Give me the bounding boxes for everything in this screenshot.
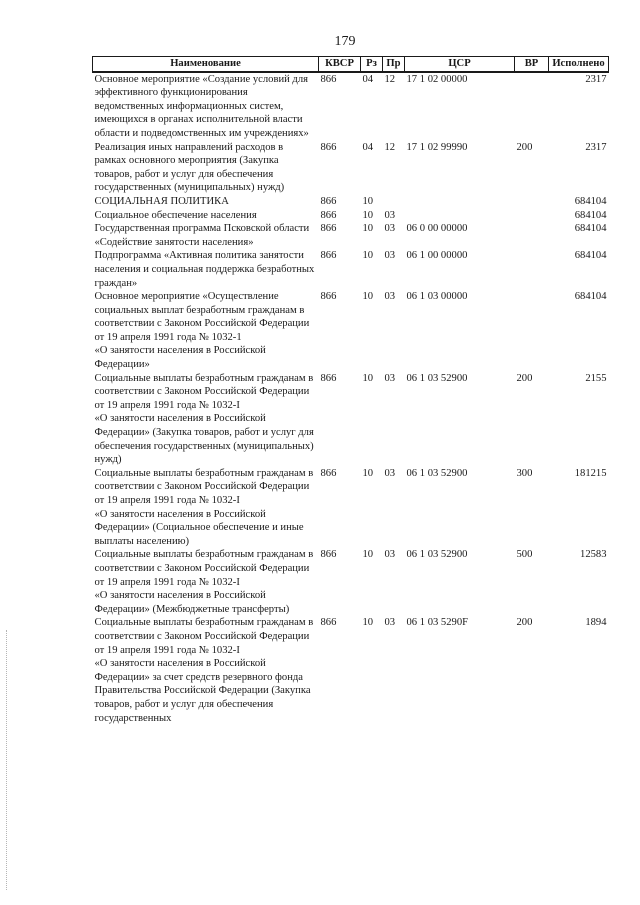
row-rz: 10 bbox=[362, 195, 374, 207]
table-row bbox=[93, 209, 609, 223]
row-csr: 06 0 00 00000 bbox=[406, 223, 468, 235]
row-name: Государственная программа Псковской области «Содействие занятости населения» bbox=[94, 223, 310, 248]
row-sum: 684104 bbox=[574, 195, 607, 207]
row-kvsr: 866 bbox=[320, 549, 337, 561]
row-csr bbox=[405, 195, 515, 209]
row-name: Социальные выплаты безработным гражданам в соответствии с Законом Российской Федерации от 19 апреля 1991 года № 1032-I «О занятости населения в Российской Федерации» за счет средств резервного фонда Правительства Российской Федерации (Закупка товаров, работ и услуг для обеспечения государственных bbox=[94, 617, 314, 724]
row-pr: 12 bbox=[384, 141, 396, 153]
row-name: Подпрограмма «Активная политика занятости населения и социальная поддержка безработных граждан» bbox=[94, 250, 315, 289]
row-kvsr: 866 bbox=[320, 195, 337, 207]
table-row bbox=[93, 222, 609, 249]
row-rz: 10 bbox=[362, 467, 374, 479]
row-kvsr: 866 bbox=[320, 250, 337, 262]
row-pr: 03 bbox=[384, 549, 396, 561]
row-sum: 2317 bbox=[585, 141, 607, 153]
row-rz: 10 bbox=[362, 549, 374, 561]
table-header bbox=[93, 57, 609, 72]
row-pr: 03 bbox=[384, 467, 396, 479]
row-name: Основное мероприятие «Осуществление социальных выплат безработным гражданам в соответствии с Законом Российской Федерации от 19 апреля 1991 года № 1032-1 «О занятости населения в Российской Федерации» bbox=[94, 291, 310, 371]
table-row bbox=[93, 290, 609, 372]
row-csr bbox=[405, 209, 515, 223]
row-pr: 03 bbox=[384, 617, 396, 629]
header-csr: ЦСР bbox=[405, 57, 515, 72]
row-csr: 06 1 03 5290F bbox=[406, 617, 469, 629]
row-kvsr: 866 bbox=[320, 73, 337, 85]
row-name: СОЦИАЛЬНАЯ ПОЛИТИКА bbox=[94, 195, 229, 207]
row-name: Основное мероприятие «Создание условий для эффективного функционирования ведомственных информационных систем, имеющихся в органах исполнительной власти области и подведомственных им учреждениях» bbox=[94, 73, 309, 139]
row-sum: 12583 bbox=[580, 549, 607, 561]
row-vr bbox=[515, 72, 549, 141]
budget-execution-table bbox=[92, 56, 609, 725]
row-rz: 10 bbox=[362, 291, 374, 303]
row-pr: 03 bbox=[384, 250, 396, 262]
row-name: Социальные выплаты безработным гражданам в соответствии с Законом Российской Федерации от 19 апреля 1991 года № 1032-I «О занятости населения в Российской Федерации» (Межбюджетные трансферты) bbox=[94, 549, 314, 615]
row-kvsr: 866 bbox=[320, 467, 337, 479]
row-vr bbox=[515, 222, 549, 249]
row-name: Реализация иных направлений расходов в рамках основного мероприятия (Закупка товаров, работ и услуг для обеспечения государственных (муниципальных) нужд) bbox=[94, 141, 285, 194]
table-row bbox=[93, 372, 609, 467]
row-vr: 200 bbox=[516, 372, 533, 384]
row-vr: 200 bbox=[516, 141, 533, 153]
row-vr bbox=[515, 195, 549, 209]
header-row bbox=[93, 57, 609, 72]
scan-edge-mark bbox=[6, 630, 8, 890]
row-kvsr: 866 bbox=[320, 617, 337, 629]
table-row bbox=[93, 616, 609, 725]
row-sum: 684104 bbox=[574, 250, 607, 262]
row-sum: 2317 bbox=[585, 73, 607, 85]
row-sum: 1894 bbox=[585, 617, 607, 629]
row-vr: 200 bbox=[516, 617, 533, 629]
table-row bbox=[93, 195, 609, 209]
row-vr bbox=[515, 290, 549, 372]
row-rz: 10 bbox=[362, 250, 374, 262]
row-csr: 17 1 02 99990 bbox=[406, 141, 468, 153]
row-kvsr: 866 bbox=[320, 209, 337, 221]
table-row bbox=[93, 249, 609, 290]
header-rz: Рз bbox=[361, 57, 383, 72]
row-rz: 10 bbox=[362, 209, 374, 221]
row-sum: 684104 bbox=[574, 223, 607, 235]
row-sum: 2155 bbox=[585, 372, 607, 384]
row-rz: 10 bbox=[362, 617, 374, 629]
header-kvsr: КВСР bbox=[319, 57, 361, 72]
row-sum: 684104 bbox=[574, 209, 607, 221]
table-row bbox=[93, 467, 609, 549]
row-pr: 03 bbox=[384, 372, 396, 384]
row-pr bbox=[383, 195, 405, 209]
header-vr: ВР bbox=[515, 57, 549, 72]
row-name: Социальные выплаты безработным гражданам в соответствии с Законом Российской Федерации от 19 апреля 1991 года № 1032-I «О занятости населения в Российской Федерации» (Социальное обеспечение и иные выплаты населению) bbox=[94, 467, 314, 547]
row-vr: 500 bbox=[516, 549, 533, 561]
header-sum: Исполнено bbox=[549, 57, 609, 72]
row-pr: 03 bbox=[384, 291, 396, 303]
row-kvsr: 866 bbox=[320, 141, 337, 153]
row-sum: 684104 bbox=[574, 291, 607, 303]
row-csr: 06 1 00 00000 bbox=[406, 250, 468, 262]
row-rz: 04 bbox=[362, 141, 374, 153]
row-csr: 06 1 03 52900 bbox=[406, 467, 468, 479]
row-sum: 181215 bbox=[574, 467, 607, 479]
header-pr: Пр bbox=[383, 57, 405, 72]
table-row bbox=[93, 72, 609, 141]
row-rz: 10 bbox=[362, 372, 374, 384]
table-row bbox=[93, 141, 609, 195]
table-body bbox=[93, 72, 609, 726]
row-pr: 12 bbox=[384, 73, 396, 85]
table-row bbox=[93, 548, 609, 616]
header-name: Наименование bbox=[93, 57, 319, 72]
row-name: Социальные выплаты безработным гражданам в соответствии с Законом Российской Федерации от 19 апреля 1991 года № 1032-I «О занятости населения в Российской Федерации» (Закупка товаров, работ и услуг для обеспечения государственных (муниципальных) нужд) bbox=[94, 372, 314, 466]
row-pr: 03 bbox=[384, 223, 396, 235]
row-csr: 06 1 03 00000 bbox=[406, 291, 468, 303]
row-rz: 04 bbox=[362, 73, 374, 85]
row-kvsr: 866 bbox=[320, 372, 337, 384]
row-kvsr: 866 bbox=[320, 223, 337, 235]
row-rz: 10 bbox=[362, 223, 374, 235]
row-csr: 17 1 02 00000 bbox=[406, 73, 468, 85]
row-vr: 300 bbox=[516, 467, 533, 479]
row-vr bbox=[515, 249, 549, 290]
row-name: Социальное обеспечение населения bbox=[94, 209, 257, 221]
row-vr bbox=[515, 209, 549, 223]
row-csr: 06 1 03 52900 bbox=[406, 372, 468, 384]
row-pr: 03 bbox=[384, 209, 396, 221]
row-csr: 06 1 03 52900 bbox=[406, 549, 468, 561]
page-number: 179 bbox=[334, 34, 356, 49]
row-kvsr: 866 bbox=[320, 291, 337, 303]
